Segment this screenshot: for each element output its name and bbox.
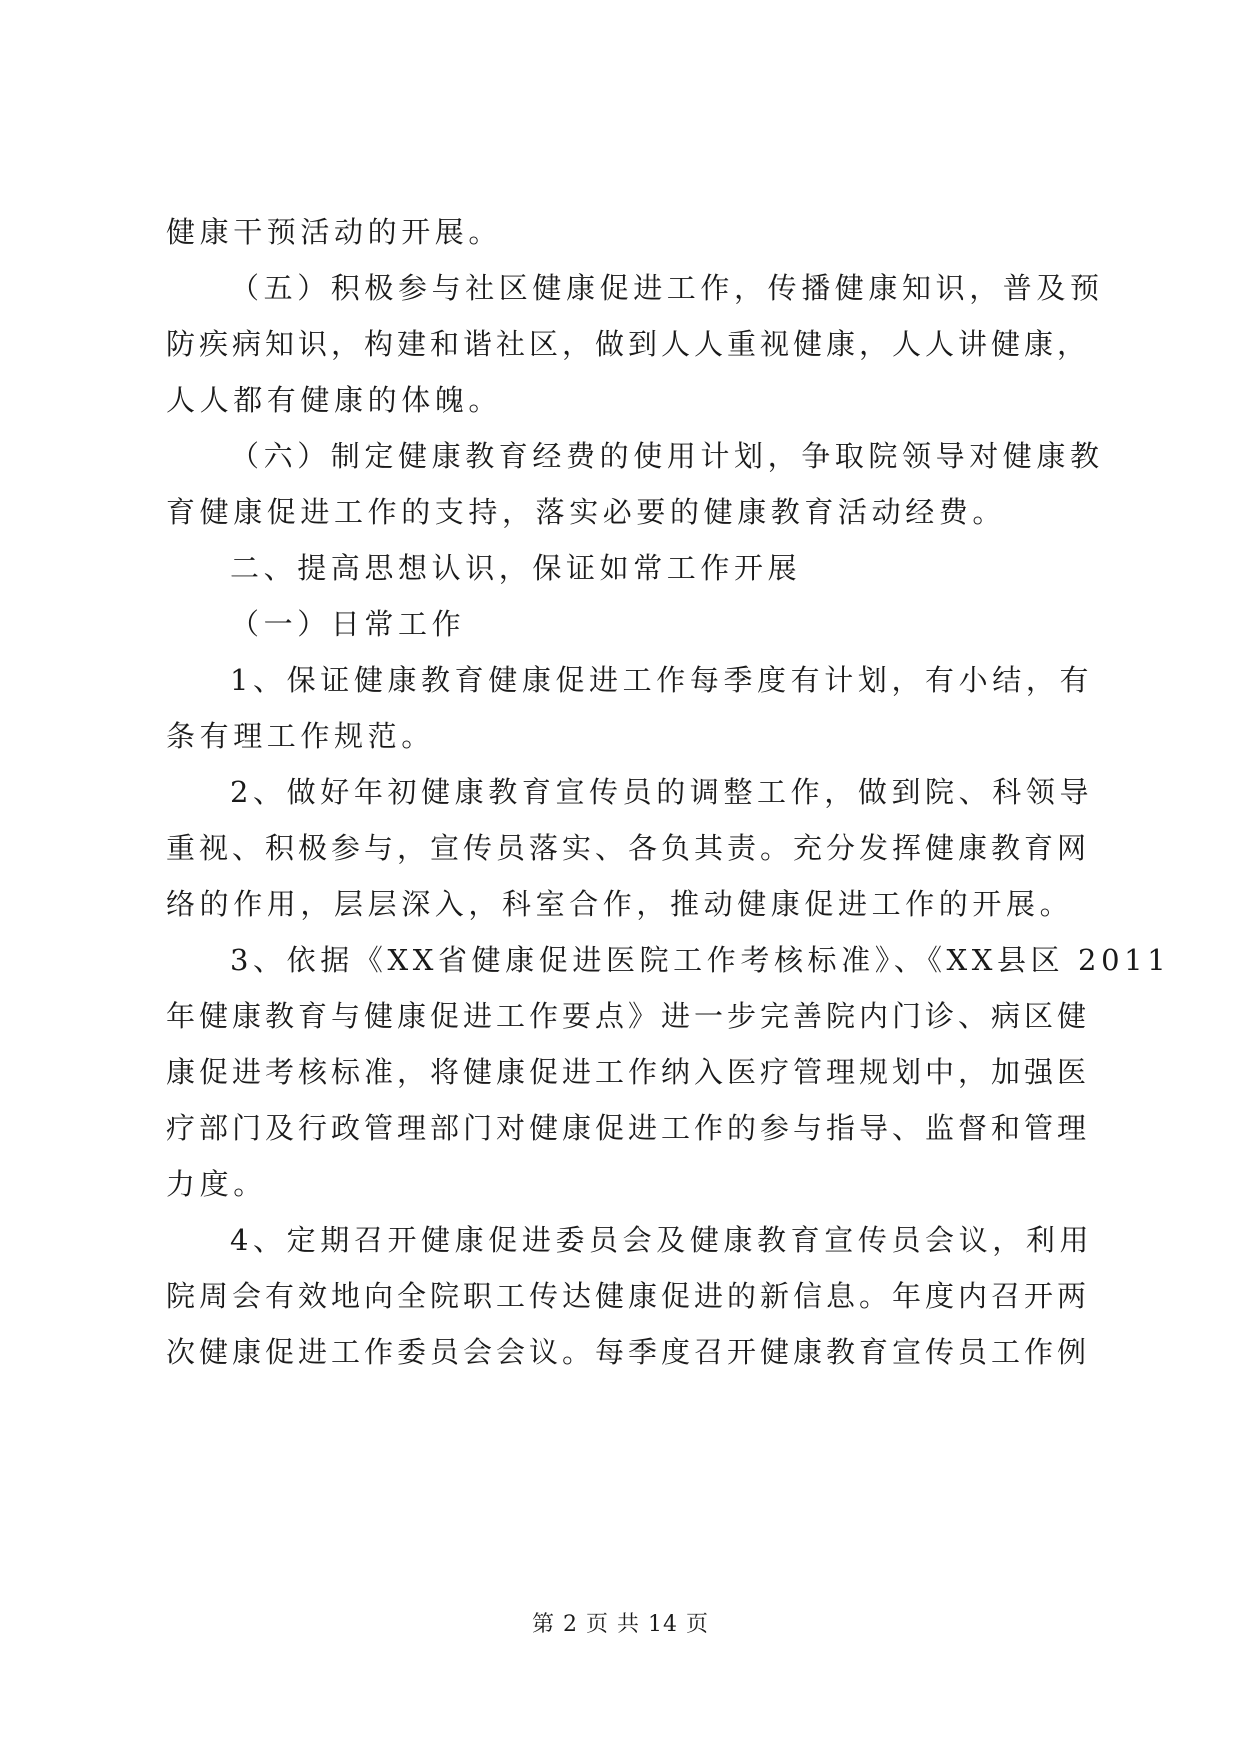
text-line-1: 健康干预活动的开展。 [166, 215, 503, 249]
text-line-13: 络的作用，层层深入，科室合作，推动健康促进工作的开展。 [166, 887, 1074, 921]
text-line-16: 康促进考核标准，将健康促进工作纳入医疗管理规划中，加强医 [166, 1055, 1086, 1089]
section-heading: 二、提高思想认识，保证如常工作开展 [230, 551, 802, 585]
text-line-19: 4、定期召开健康促进委员会及健康教育宣传员会议，利用 [230, 1223, 1094, 1257]
text-line-6: 育健康促进工作的支持，落实必要的健康教育活动经费。 [166, 495, 1007, 529]
text-line-17: 疗部门及行政管理部门对健康促进工作的参与指导、监督和管理 [166, 1111, 1086, 1145]
text-line-18: 力度。 [166, 1167, 267, 1201]
text-line-10: 条有理工作规范。 [166, 719, 435, 753]
text-line-21: 次健康促进工作委员会会议。每季度召开健康教育宣传员工作例 [166, 1335, 1086, 1369]
text-line-3: 防疾病知识，构建和谐社区，做到人人重视健康，人人讲健康， [166, 327, 1086, 361]
text-line-20: 院周会有效地向全院职工传达健康促进的新信息。年度内召开两 [166, 1279, 1086, 1313]
text-line-2: （五）积极参与社区健康促进工作，传播健康知识，普及预 [230, 271, 1104, 305]
text-line-5: （六）制定健康教育经费的使用计划，争取院领导对健康教 [230, 439, 1104, 473]
text-line-11: 2、做好年初健康教育宣传员的调整工作，做到院、科领导 [230, 775, 1094, 809]
subsection-heading: （一）日常工作 [230, 607, 466, 641]
text-line-14: 3、依据《XX省健康促进医院工作考核标准》、《XX县区 2011 [230, 943, 1171, 977]
text-line-12: 重视、积极参与，宣传员落实、各负其责。充分发挥健康教育网 [166, 831, 1086, 865]
text-line-15: 年健康教育与健康促进工作要点》进一步完善院内门诊、病区健 [166, 999, 1086, 1033]
page-number-footer: 第 2 页 共 14 页 [532, 1612, 709, 1637]
text-line-9: 1、保证健康教育健康促进工作每季度有计划，有小结，有 [230, 663, 1094, 697]
text-line-4: 人人都有健康的体魄。 [166, 383, 503, 417]
